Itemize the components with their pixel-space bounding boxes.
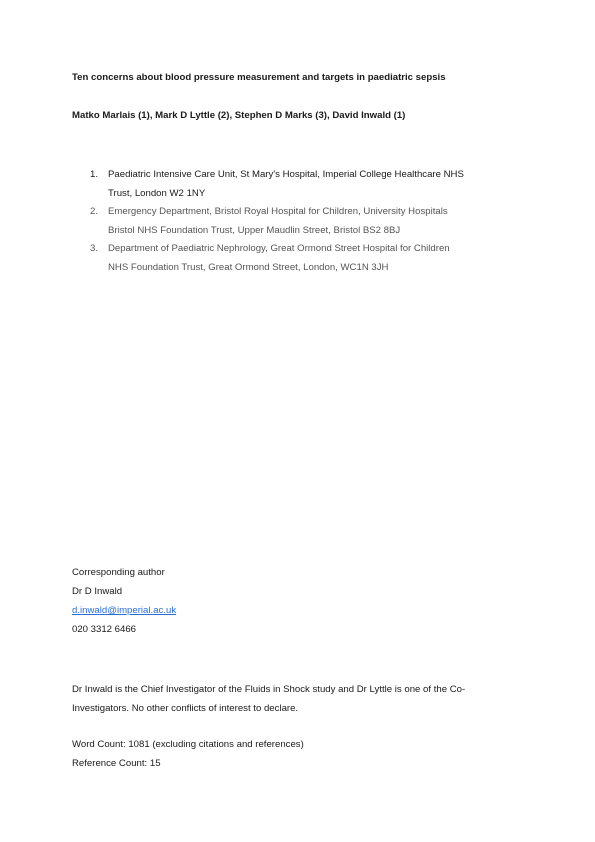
- corresponding-author-name: Dr D Inwald: [72, 586, 123, 597]
- affiliation-list: [90, 166, 530, 277]
- affiliation-line: NHS Foundation Trust, Great Ormond Street, London, WC1N 3JH: [108, 261, 389, 273]
- reference-count: Reference Count: 15: [72, 758, 161, 769]
- corresponding-author-label: Corresponding author: [72, 567, 165, 578]
- email-link[interactable]: d.inwald@imperial.ac.uk: [72, 605, 177, 616]
- document-title: Ten concerns about blood pressure measurement and targets in paediatric sepsis: [72, 72, 446, 83]
- affiliation-item: [90, 166, 530, 203]
- affiliation-line: Trust, London W2 1NY: [108, 187, 206, 199]
- conflicts-line: Dr Inwald is the Chief Investigator of the Fluids in Shock study and Dr Lyttle is one of the Co-: [72, 684, 466, 695]
- corresponding-author-block: [72, 563, 176, 639]
- affiliation-item: [90, 203, 530, 240]
- affiliation-line: Emergency Department, Bristol Royal Hospital for Children, University Hospitals: [108, 206, 448, 217]
- affiliation-number: 2.: [90, 206, 99, 217]
- conflicts-statement: [72, 680, 542, 718]
- affiliation-number: 3.: [90, 243, 99, 254]
- affiliation-number: 1.: [90, 169, 99, 180]
- affiliation-line: Department of Paediatric Nephrology, Great Ormond Street Hospital for Children: [108, 243, 450, 254]
- author-list: Matko Marlais (1), Mark D Lyttle (2), Stephen D Marks (3), David Inwald (1): [72, 110, 406, 121]
- affiliation-item: [90, 240, 530, 277]
- conflicts-line: Investigators. No other conflicts of interest to declare.: [72, 703, 299, 714]
- word-count: Word Count: 1081 (excluding citations and references): [72, 739, 304, 750]
- affiliation-line: Paediatric Intensive Care Unit, St Mary's Hospital, Imperial College Healthcare NHS: [108, 169, 464, 180]
- affiliation-line: Bristol NHS Foundation Trust, Upper Maudlin Street, Bristol BS2 8BJ: [108, 224, 401, 236]
- phone-number: 020 3312 6466: [72, 624, 137, 635]
- counts-block: [72, 735, 304, 773]
